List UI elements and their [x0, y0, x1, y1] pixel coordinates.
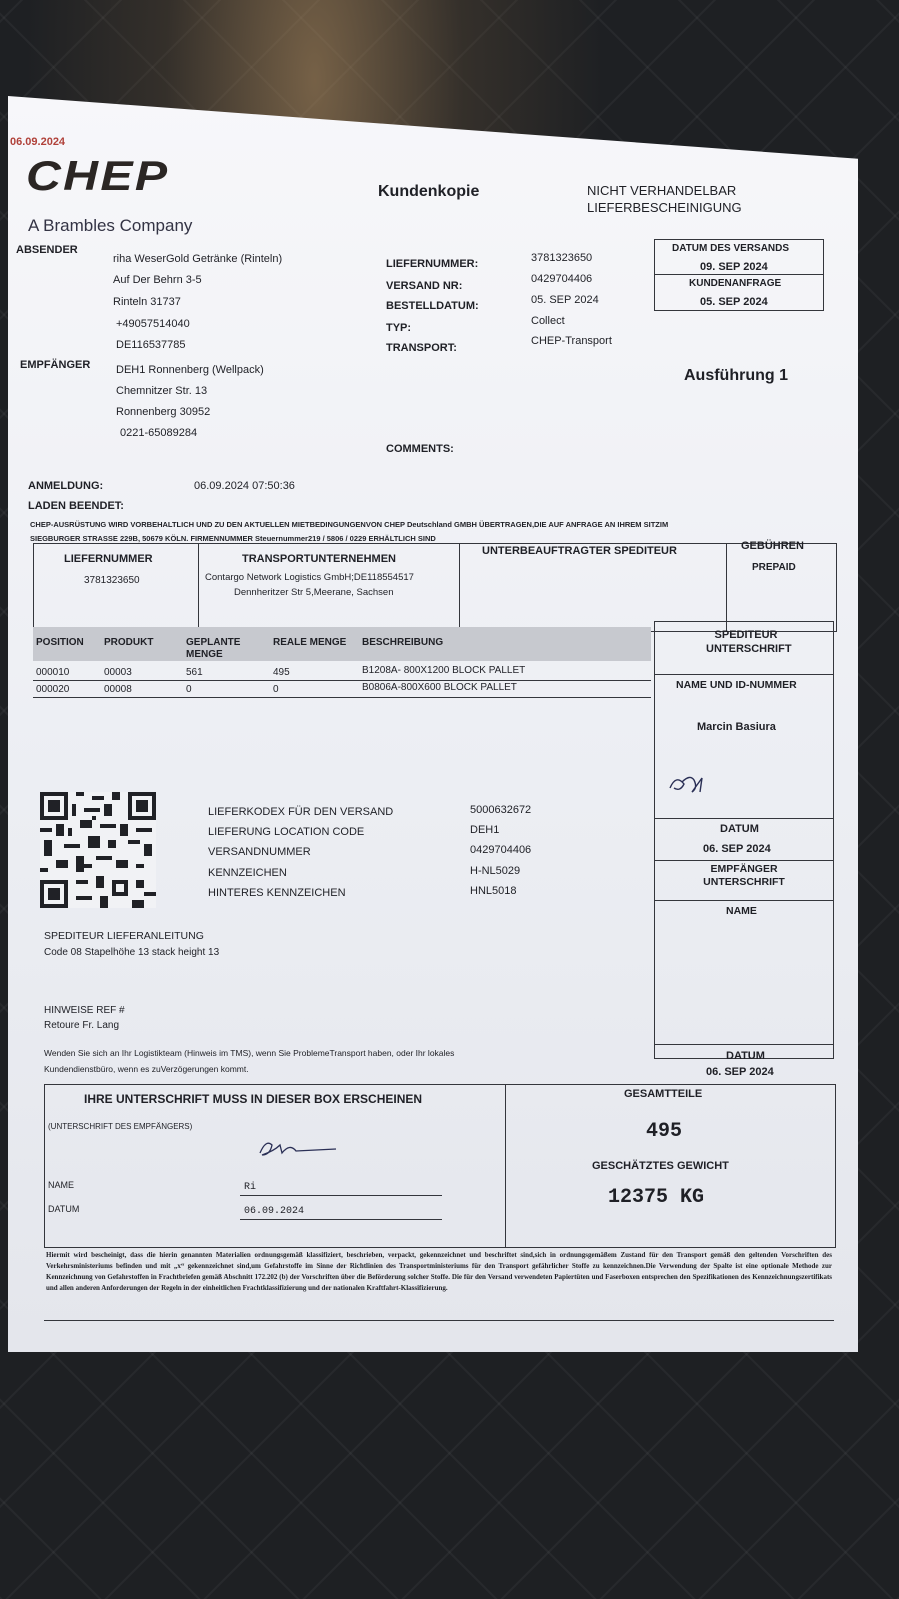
ref-label: HINWEISE REF # — [44, 1005, 125, 1016]
liefernummer-label: LIEFERNUMMER: — [386, 258, 479, 270]
anmeldung-label: ANMELDUNG: — [28, 480, 104, 492]
qr-code — [40, 792, 156, 908]
gesamtteile-label: GESAMTTEILE — [624, 1088, 703, 1100]
legal-bottom-line — [44, 1320, 834, 1321]
doc-title-2: LIEFERBESCHEINIGUNG — [587, 200, 742, 215]
datum2-value: 06. SEP 2024 — [706, 1066, 774, 1078]
kundenanfrage-label: KUNDENANFRAGE — [689, 278, 782, 289]
sender-phone: +49057514040 — [116, 318, 190, 330]
contact-line-1: Wenden Sie sich an Ihr Logistikteam (Hinweis im TMS), wenn Sie ProblemeTransport haben, oder Ihr lokales — [44, 1048, 455, 1058]
recipient-city: Ronnenberg 30952 — [116, 406, 211, 418]
sender-street: Auf Der Behrn 3-5 — [113, 274, 202, 286]
carrier-col-divider-1 — [198, 543, 199, 631]
lieferanleitung-heading: SPEDITEUR LIEFERANLEITUNG — [44, 930, 204, 942]
laden-beendet-label: LADEN BEENDET: — [28, 500, 124, 512]
recipient-street: Chemnitzer Str. 13 — [116, 385, 208, 397]
carrier-col-divider-3 — [726, 543, 727, 631]
spediteur-signature — [668, 770, 710, 796]
carrier-transport-value-2: Dennheritzer Str 5,Meerane, Sachsen — [234, 587, 394, 598]
carrier-fee-head: GEBÜHREN — [741, 540, 804, 552]
copy-type: Kundenkopie — [378, 183, 480, 200]
location-value: DEH1 — [470, 824, 500, 836]
sig-name-value: Ri — [244, 1182, 257, 1193]
sig-name-line — [240, 1195, 442, 1196]
sig-datum-label: DATUM — [48, 1204, 80, 1214]
row2-produkt: 00008 — [104, 684, 132, 695]
signature-box-divider — [505, 1084, 506, 1247]
kundenanfrage-value: 05. SEP 2024 — [700, 296, 768, 308]
typ-value: Collect — [531, 315, 565, 327]
legal-text: Hiermit wird bescheinigt, dass die hierin genannten Materialien ordnungsgemäß klassifiziert, beschrieben, verpackt, gekennzeichnet und beschriftet sind,sich in ordnungsgemäßem Zustand für den Transport gemäß den geltenden Vorschriften des Verkehrsministeriums befinden und mit „x“ gekennzeichnet sind,um Gefahrstoffe im Sinne der Richtlinien des Transportministeriums für den Transport gefährlicher Stoffe zu kennzeichnen.Die Verwendung der Spalte ist eine optionale Methode zur Kennzeichnung von Gefahrstoffen in Frachtbriefen gemäß Abschnitt 172.202 (b) der Vorschriften über die Beförderung solcher Stoffe. Die für den Versand verwendeten Papiertüten und Faserboxen entsprechen den Spezifikationen des Kennzeichnungszertifikats und allen anderen Anforderungen der Regeln in der einheitlichen Frachtklassifizierung und der nationalen Kraftfahrt-Klassifizierung. — [46, 1251, 832, 1292]
right-col-divider — [654, 818, 834, 819]
hinteres-label: HINTERES KENNZEICHEN — [208, 887, 346, 899]
right-col-divider — [654, 674, 834, 675]
versandnummer-label: VERSANDNUMMER — [208, 846, 311, 858]
brambles-tagline: A Brambles Company — [28, 216, 193, 235]
sender-label: ABSENDER — [16, 244, 78, 256]
right-col-divider — [654, 860, 834, 861]
items-head-produkt: PRODUKT — [104, 637, 154, 648]
empf-name-label: NAME — [726, 905, 757, 917]
signature-box-sub: (UNTERSCHRIFT DES EMPFÄNGERS) — [48, 1122, 193, 1131]
terms-line-2: SIEGBURGER STRASSE 229B, 50679 KÖLN. FIRMENNUMMER Steuernummer219 / 5806 / 0229 ERHÄLTLICH SIND — [30, 534, 436, 543]
row2-beschreibung: B0806A-800X600 BLOCK PALLET — [362, 682, 517, 693]
right-col-divider — [654, 900, 834, 901]
sig-datum-value: 06.09.2024 — [244, 1206, 305, 1217]
recipient-label: EMPFÄNGER — [20, 359, 91, 371]
comments-label: COMMENTS: — [386, 443, 454, 455]
terms-line-1: CHEP-AUSRÜSTUNG WIRD VORBEHALTLICH UND ZU DEN AKTUELLEN MIETBEDINGUNGENVON CHEP Deutschland GMBH ÜBERTRAGEN,DIE AUF ANFRAGE AN IHREM SITZIM — [30, 520, 669, 529]
datum-value: 06. SEP 2024 — [703, 843, 771, 855]
recipient-signature — [256, 1135, 342, 1161]
carrier-table — [33, 543, 837, 632]
right-col-divider — [654, 1044, 834, 1045]
lieferkodex-value: 5000632672 — [470, 804, 532, 816]
items-head-position: POSITION — [36, 637, 84, 648]
row-divider — [33, 697, 651, 698]
row1-produkt: 00003 — [104, 667, 132, 678]
kennzeichen-value: H-NL5029 — [470, 865, 521, 877]
versand-nr-value: 0429704406 — [531, 273, 593, 285]
sender-name: riha WeserGold Getränke (Rinteln) — [113, 253, 283, 265]
versand-date-value: 09. SEP 2024 — [700, 261, 768, 273]
items-head-geplante: GEPLANTE MENGE — [186, 637, 241, 660]
empf-sig-label: EMPFÄNGER UNTERSCHRIFT — [703, 863, 785, 888]
name-id-label: NAME UND ID-NUMMER — [676, 679, 797, 691]
carrier-lief-head: LIEFERNUMMER — [64, 553, 153, 565]
ref-value: Retoure Fr. Lang — [44, 1020, 120, 1031]
row2-real: 0 — [273, 684, 279, 695]
anmeldung-value: 06.09.2024 07:50:36 — [194, 480, 295, 492]
row1-beschreibung: B1208A- 800X1200 BLOCK PALLET — [362, 665, 526, 676]
carrier-fee-value: PREPAID — [752, 562, 796, 573]
carrier-sub-head: UNTERBEAUFTRAGTER SPEDITEUR — [482, 545, 677, 557]
lieferkodex-label: LIEFERKODEX FÜR DEN VERSAND — [208, 806, 394, 818]
items-head-beschreibung: BESCHREIBUNG — [362, 637, 444, 648]
typ-label: TYP: — [386, 322, 412, 334]
transport-label: TRANSPORT: — [386, 342, 457, 354]
versandnummer-value: 0429704406 — [470, 844, 532, 856]
gewicht-value: 12375 KG — [608, 1186, 705, 1209]
doc-title-1: NICHT VERHANDELBAR — [587, 183, 737, 198]
transport-value: CHEP-Transport — [531, 335, 612, 347]
row1-geplant: 561 — [186, 667, 203, 678]
bestelldatum-value: 05. SEP 2024 — [531, 294, 599, 306]
row-divider — [33, 680, 651, 681]
name-id-value: Marcin Basiura — [697, 721, 776, 733]
liefernummer-value: 3781323650 — [531, 252, 593, 264]
contact-line-2: Kundendienstbüro, wenn es zuVerzögerungen kommt. — [44, 1064, 249, 1074]
recipient-phone: 0221-65089284 — [120, 427, 198, 439]
row1-position: 000010 — [36, 667, 70, 678]
gesamtteile-value: 495 — [646, 1120, 683, 1143]
datum-label: DATUM — [720, 823, 759, 835]
carrier-transport-value-1: Contargo Network Logistics GmbH;DE118554517 — [205, 572, 414, 583]
spediteur-sig-label: SPEDITEUR UNTERSCHRIFT — [706, 629, 792, 655]
carrier-transport-head: TRANSPORTUNTERNEHMEN — [242, 553, 396, 565]
carrier-lief-value: 3781323650 — [84, 575, 140, 586]
chep-logo: CHEP — [26, 152, 170, 199]
dates-box-divider — [654, 274, 824, 275]
versand-nr-label: VERSAND NR: — [386, 280, 463, 292]
carrier-col-divider-2 — [459, 543, 460, 631]
row2-position: 000020 — [36, 684, 70, 695]
items-head-reale: REALE MENGE — [273, 637, 347, 648]
ausfuehrung: Ausführung 1 — [684, 367, 788, 384]
sig-name-label: NAME — [48, 1180, 75, 1190]
kennzeichen-label: KENNZEICHEN — [208, 867, 287, 879]
location-label: LIEFERUNG LOCATION CODE — [208, 826, 365, 838]
sig-datum-line — [240, 1219, 442, 1220]
sender-vat: DE116537785 — [116, 339, 186, 351]
versand-date-label: DATUM DES VERSANDS — [672, 243, 790, 254]
bestelldatum-label: BESTELLDATUM: — [386, 300, 479, 312]
hinteres-value: HNL5018 — [470, 885, 517, 897]
sender-city: Rinteln 31737 — [113, 296, 181, 308]
row1-real: 495 — [273, 667, 290, 678]
datum2-label: DATUM — [726, 1050, 765, 1062]
lieferanleitung-text: Code 08 Stapelhöhe 13 stack height 13 — [44, 947, 220, 958]
print-date: 06.09.2024 — [10, 136, 66, 148]
signature-box-heading: IHRE UNTERSCHRIFT MUSS IN DIESER BOX ERSCHEINEN — [84, 1092, 423, 1106]
gewicht-label: GESCHÄTZTES GEWICHT — [592, 1160, 729, 1172]
recipient-name: DEH1 Ronnenberg (Wellpack) — [116, 364, 264, 376]
row2-geplant: 0 — [186, 684, 192, 695]
